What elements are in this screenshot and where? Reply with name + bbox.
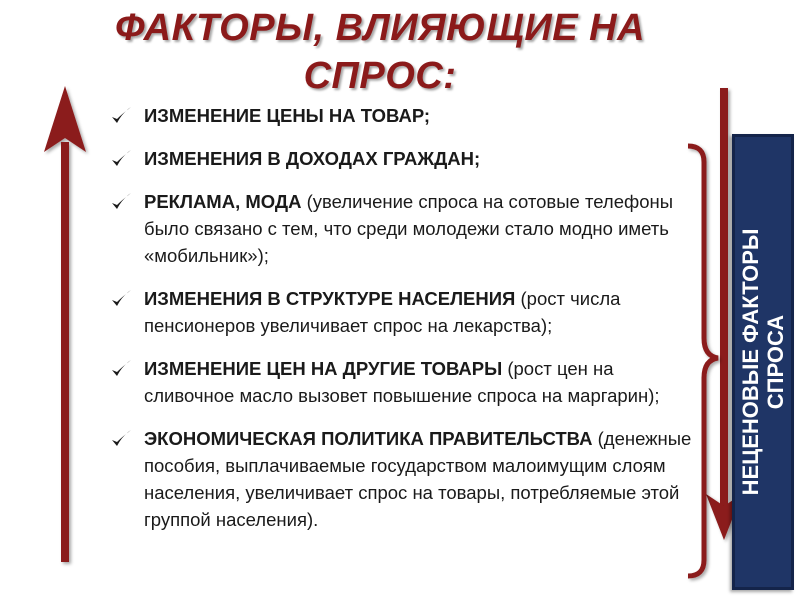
arrow-up-icon (44, 86, 86, 562)
checkmark-icon (110, 358, 132, 380)
factor-head: РЕКЛАМА, МОДА (144, 191, 302, 212)
checkmark-icon (110, 428, 132, 450)
list-item (104, 285, 699, 339)
list-item (104, 145, 699, 172)
title-line-1: ФАКТОРЫ, ВЛИЯЮЩИЕ НА (114, 7, 646, 49)
factor-body: (рост числа пенсионеров увеличивает спрос на лекарства); (144, 288, 621, 336)
page-title (60, 4, 700, 100)
side-label-line-2: СПРОСА (763, 314, 788, 410)
side-label-box (732, 134, 794, 590)
checkmark-icon (110, 288, 132, 310)
list-item (104, 425, 699, 533)
factor-head: ИЗМЕНЕНИЯ В СТРУКТУРЕ НАСЕЛЕНИЯ (144, 288, 516, 309)
side-label-line-1: НЕЦЕНОВЫЕ ФАКТОРЫ (738, 228, 763, 496)
checkmark-icon (110, 148, 132, 170)
title-line-2: СПРОС: (303, 55, 457, 97)
factor-body: (денежные пособия, выплачиваемые государством малоимущим слоям населения, увеличивает спрос на товары, потребляемые этой группой населения). (144, 428, 692, 530)
list-item (104, 188, 699, 269)
factor-head: ИЗМЕНЕНИЯ В ДОХОДАХ ГРАЖДАН; (144, 148, 481, 169)
factor-body: (увеличение спроса на сотовые телефоны было связано с тем, что среди молодежи стало модно иметь «мобильник»); (144, 191, 674, 266)
factor-list (104, 102, 699, 549)
list-item (104, 355, 699, 409)
factor-head: ИЗМЕНЕНИЕ ЦЕНЫ НА ТОВАР; (144, 105, 431, 126)
factor-head: ЭКОНОМИЧЕСКАЯ ПОЛИТИКА ПРАВИТЕЛЬСТВА (144, 428, 593, 449)
factor-head: ИЗМЕНЕНИЕ ЦЕН НА ДРУГИЕ ТОВАРЫ (144, 358, 503, 379)
checkmark-icon (110, 105, 132, 127)
list-item (104, 102, 699, 129)
checkmark-icon (110, 191, 132, 213)
side-label (738, 229, 788, 496)
factor-body: (рост цен на сливочное масло вызовет повышение спроса на маргарин); (144, 358, 660, 406)
